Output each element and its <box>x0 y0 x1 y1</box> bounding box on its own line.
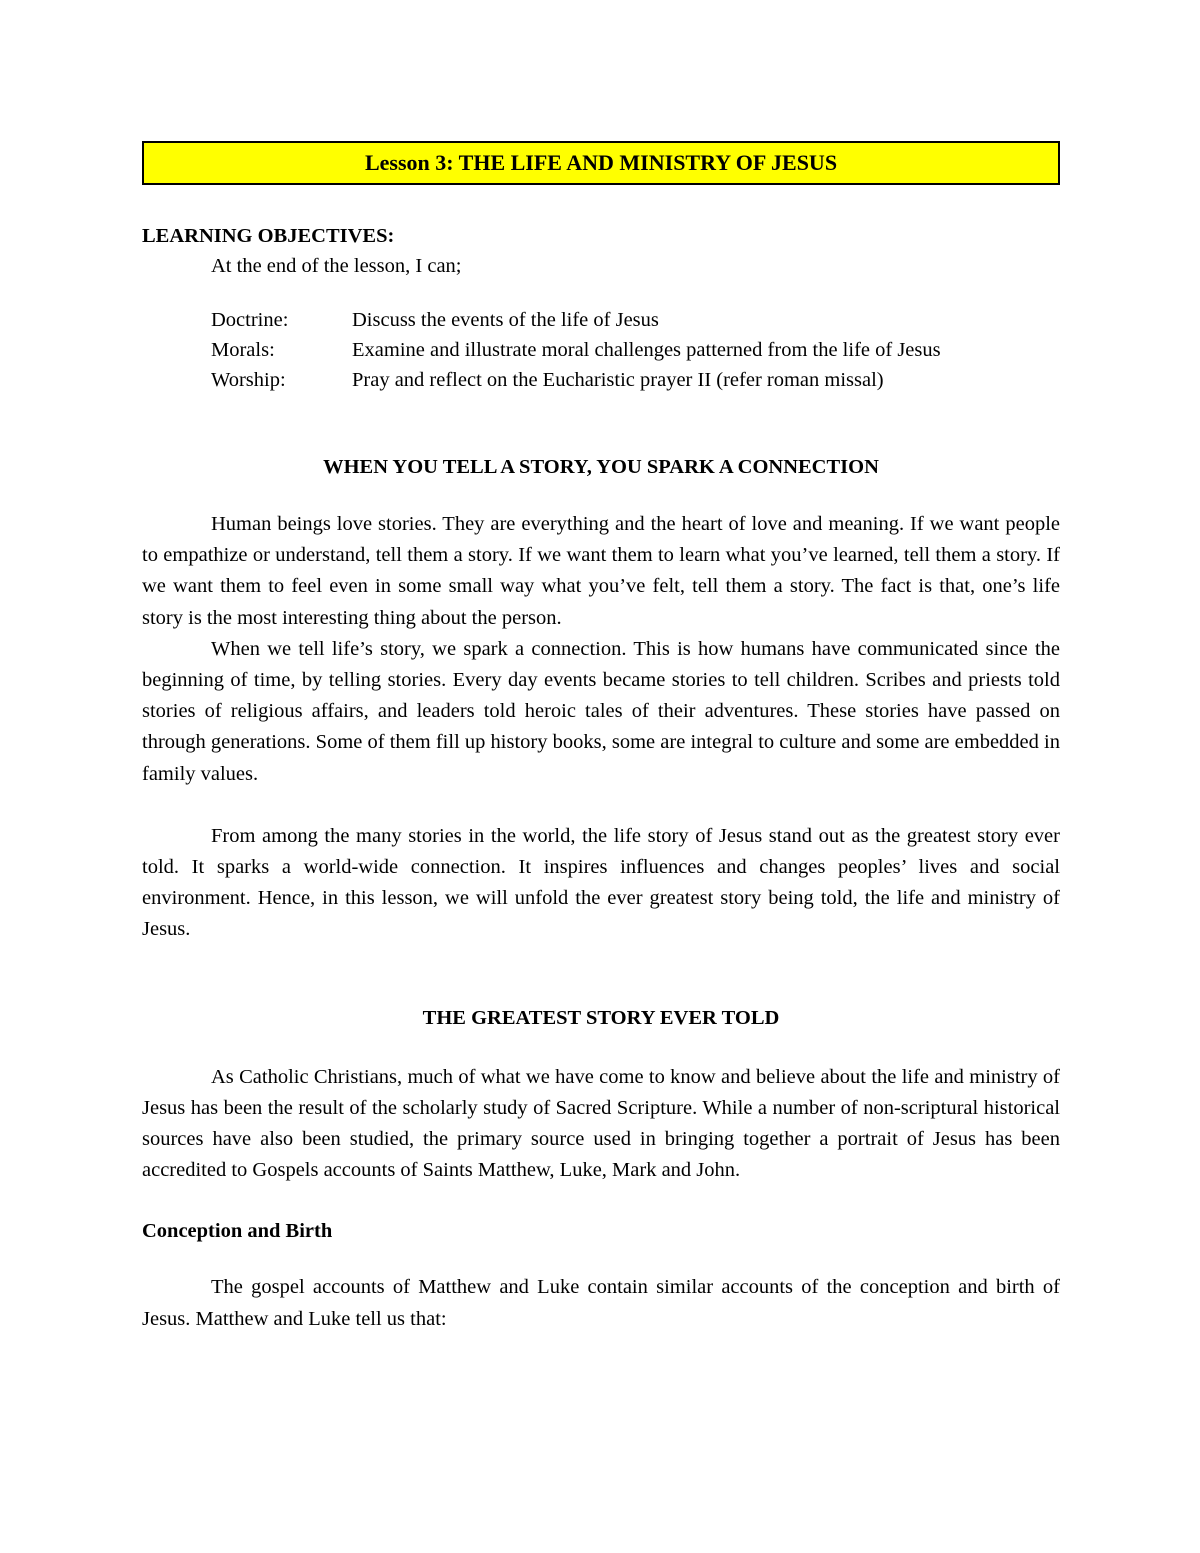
section-heading-story-connection: WHEN YOU TELL A STORY, YOU SPARK A CONNECTION <box>323 456 879 478</box>
objective-text: Discuss the events of the life of Jesus <box>352 309 659 331</box>
objective-label: Doctrine: <box>211 309 289 331</box>
section-heading-greatest-story: THE GREATEST STORY EVER TOLD <box>422 1006 780 1029</box>
subheading-conception-birth: Conception and Birth <box>142 1220 333 1243</box>
objectives-list <box>142 305 1060 395</box>
objectives-intro: At the end of the lesson, I can; <box>211 255 462 277</box>
objective-label: Worship: <box>211 369 286 391</box>
objective-text: Pray and reflect on the Eucharistic prayer II (refer roman missal) <box>352 369 884 391</box>
objective-label: Morals: <box>211 339 275 361</box>
paragraph: As Catholic Christians, much of what we have come to know and believe about the life and ministry of Jesus has been the result of the scholarly study of Sacred Scripture. While a number of non-scriptural historical sources have also been studied, the primary source used in bringing together a portrait of Jesus has been accredited to Gospels accounts of Saints Matthew, Luke, Mark and John. <box>142 1065 1060 1182</box>
objective-row-worship <box>211 365 1060 395</box>
paragraph: Human beings love stories. They are everything and the heart of love and meaning. If we want people to empathize or understand, tell them a story. If we want them to learn what you’ve learned, tell them a story. If we want them to feel even in some small way what you’ve felt, tell them a story. The fact is that, one’s life story is the most interesting thing about the person. <box>142 513 1060 629</box>
paragraph: When we tell life’s story, we spark a connection. This is how humans have communicated since the beginning of time, by telling stories. Every day events became stories to tell children. Scribes and priests told stories of religious affairs, and leaders told heroic tales of their adventures. These stories have passed on through generations. Some of them fill up history books, some are integral to culture and some are embedded in family values. <box>142 637 1060 785</box>
lesson-title: Lesson 3: THE LIFE AND MINISTRY OF JESUS <box>364 150 838 175</box>
objective-text: Examine and illustrate moral challenges patterned from the life of Jesus <box>352 339 941 361</box>
paragraph: From among the many stories in the world, the life story of Jesus stand out as the greatest story ever told. It sparks a world-wide connection. It inspires influences and changes peoples’ lives and social environment. Hence, in this lesson, we will unfold the ever greatest story being told, the life and ministry of Jesus. <box>142 824 1060 941</box>
paragraph: The gospel accounts of Matthew and Luke contain similar accounts of the conception and birth of Jesus. Matthew and Luke tell us that: <box>142 1276 1060 1330</box>
document-page <box>142 141 1060 1335</box>
objectives-heading: LEARNING OBJECTIVES: <box>142 225 395 247</box>
lesson-title-banner <box>142 141 1060 185</box>
objective-row-doctrine <box>211 305 1060 335</box>
objective-row-morals <box>211 335 1060 365</box>
